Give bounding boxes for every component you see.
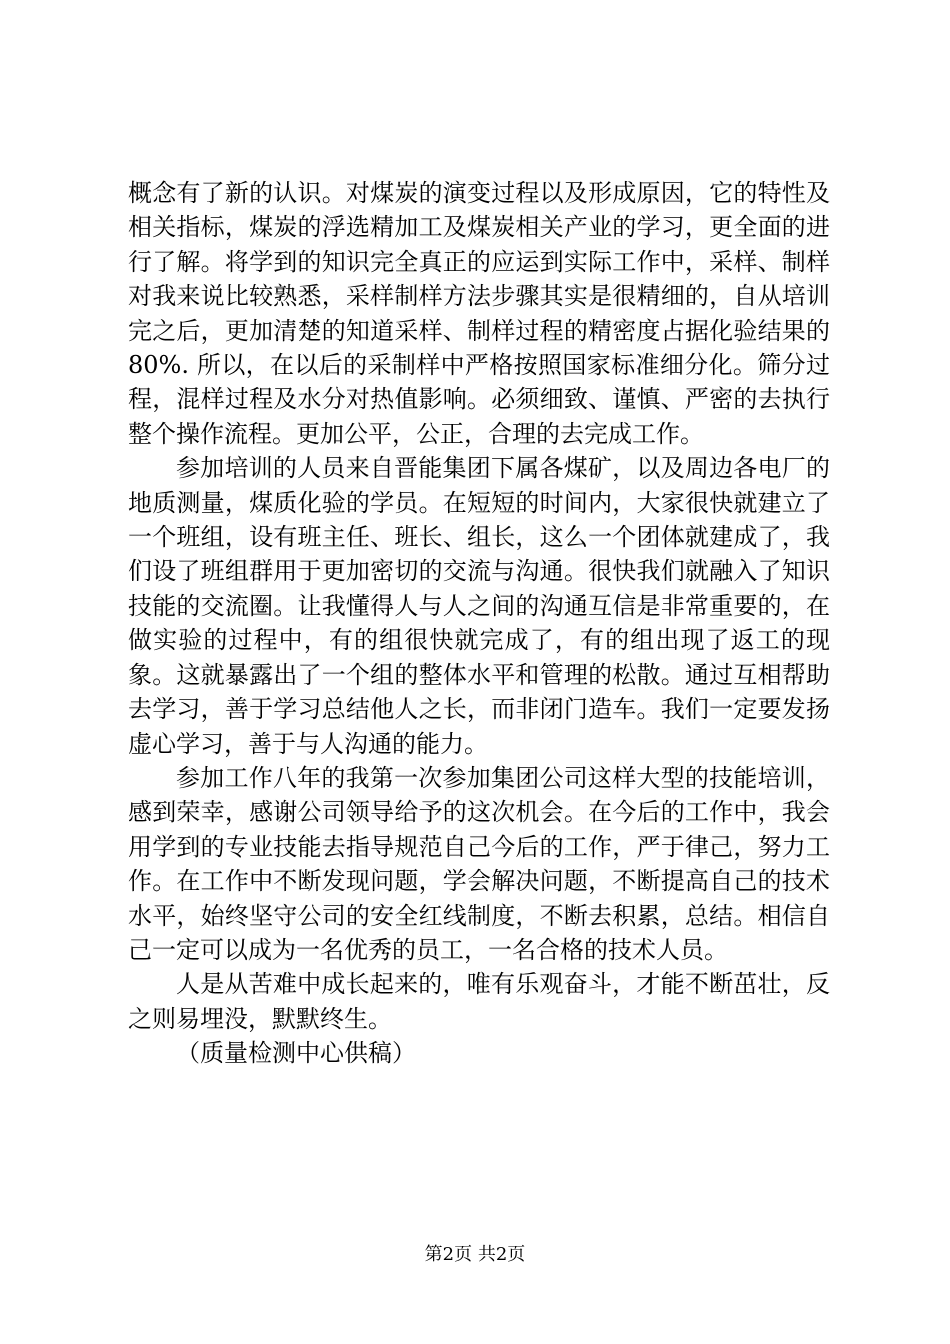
page-number-footer: 第2页 共2页 [424, 1244, 526, 1265]
paragraph-1: 概念有了新的认识。对煤炭的演变过程以及形成原因，它的特性及相关指标，煤炭的浮选精加工及煤炭相关产业的学习，更全面的进行了解。将学到的知识完全真正的应运到实际工作中，采样、制样对我来说比较熟悉，采样制样方法步骤其实是很精细的，自从培训完之后，更加清楚的知道采样、制样过程的精密度占据化验结果的80%. 所以，在以后的采制样中严格按照国家标准细分化。筛分过程，混样过程及水分对热值影响。必须细致、谨慎、严密的去执行整个操作流程。更加公平，公正，合理的去完成工作。 [128, 179, 830, 448]
paragraph-3: 参加工作八年的我第一次参加集团公司这样大型的技能培训，感到荣幸，感谢公司领导给予的这次机会。在今后的工作中，我会用学到的专业技能去指导规范自己今后的工作，严于律己，努力工作。在工作中不断发现问题，学会解决问题，不断提高自己的技术水平，始终坚守公司的安全红线制度，不断去积累，总结。相信自己一定可以成为一名优秀的员工，一名合格的技术人员。 [128, 763, 830, 964]
paragraph-4: 人是从苦难中成长起来的，唯有乐观奋斗，才能不断茁壮，反之则易埋没，默默终生。 [128, 970, 830, 1033]
source-credit: （质量检测中心供稿） [176, 1039, 416, 1068]
paragraph-2: 参加培训的人员来自晋能集团下属各煤矿，以及周边各电厂的地质测量，煤质化验的学员。在短短的时间内，大家很快就建立了一个班组，设有班主任、班长、组长，这么一个团体就建成了，我们设了班组群用于更加密切的交流与沟通。很快我们就融入了知识技能的交流圈。让我懂得人与人之间的沟通互信是非常重要的，在做实验的过程中，有的组很快就完成了，有的组出现了返工的现象。这就暴露出了一个组的整体水平和管理的松散。通过互相帮助去学习，善于学习总结他人之长，而非闭门造车。我们一定要发扬虚心学习，善于与人沟通的能力。 [128, 454, 830, 758]
article-body [128, 176, 830, 1071]
